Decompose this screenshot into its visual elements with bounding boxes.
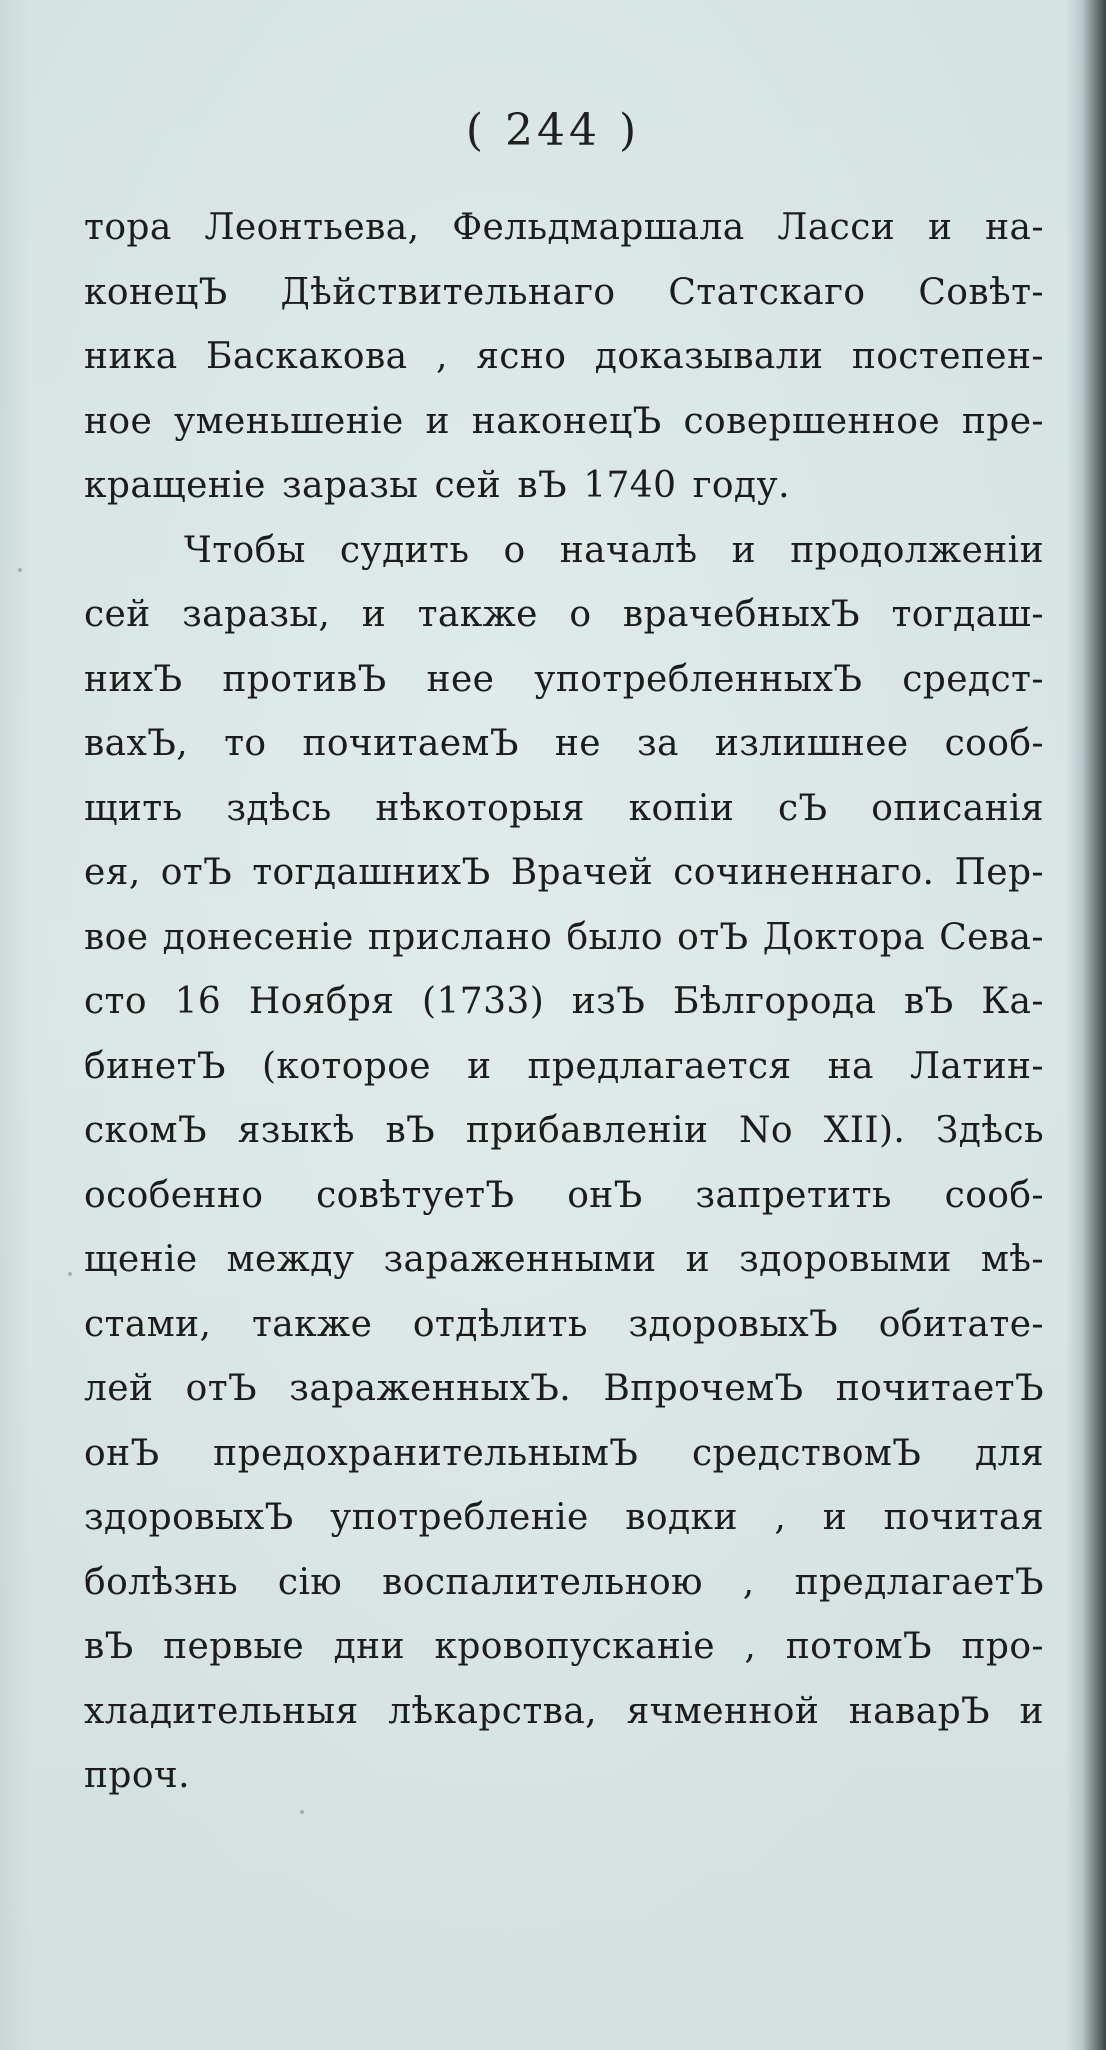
word: зараженныхЪ. (289, 1368, 572, 1409)
word: началѣ (559, 529, 698, 571)
word: запретить (695, 1174, 892, 1216)
word: почитаетЪ (835, 1368, 1044, 1409)
word: онЪ (84, 1432, 160, 1474)
text-line (84, 454, 1044, 519)
word: ника (84, 336, 178, 377)
word: и (685, 1239, 711, 1280)
word: , (435, 336, 448, 377)
paper-speck (68, 1272, 72, 1276)
word: 1740 (583, 465, 677, 506)
word: врачебныхЪ (622, 594, 860, 635)
word: вЪ (517, 465, 567, 506)
word: потомЪ (785, 1626, 933, 1667)
word: про- (961, 1626, 1044, 1667)
word: о (503, 529, 526, 571)
word: почитаемЪ (302, 723, 519, 764)
text-line (84, 1680, 1044, 1745)
word: сЪ (777, 787, 828, 829)
text-line (84, 1164, 1044, 1229)
word: судить (339, 529, 470, 571)
text-line (84, 1551, 1044, 1616)
word: донесеніе (162, 916, 354, 958)
word: и (927, 207, 953, 248)
word: излишнее (714, 723, 909, 764)
word: противЪ (222, 658, 387, 700)
word: употребленіе (330, 1497, 589, 1538)
word: заразы, (182, 594, 331, 635)
word: проч. (84, 1755, 190, 1796)
word: сто (84, 981, 147, 1022)
word: хладительныя (84, 1690, 359, 1732)
word: и (1019, 1690, 1044, 1732)
word: здоровыхЪ (84, 1497, 294, 1538)
word: совершенное (683, 400, 941, 442)
word: ясно (476, 336, 567, 377)
word: совѣтуетЪ (316, 1174, 515, 1216)
page-number: ( 244 ) (465, 105, 641, 156)
word: Баскакова (205, 336, 408, 377)
body-text (84, 196, 1044, 1809)
word: и (361, 594, 387, 635)
word: мѣ- (980, 1239, 1044, 1280)
word: средст- (902, 658, 1044, 700)
word: отЪ (677, 916, 749, 958)
word: (которое (261, 1045, 431, 1087)
word: Статскаго (668, 271, 866, 313)
word: тогдашнихЪ (252, 852, 491, 893)
word: предлагаетЪ (794, 1561, 1044, 1603)
word: уменьшеніе (174, 400, 404, 442)
page-left-shade (0, 0, 30, 2050)
word: XII). (823, 1110, 906, 1151)
word: сооб- (944, 1174, 1044, 1216)
word: изЪ (571, 981, 646, 1022)
word: водки (625, 1497, 738, 1538)
word: заразы (281, 465, 419, 506)
word: почитая (883, 1497, 1044, 1538)
word: Сева- (939, 916, 1044, 958)
word: отдѣлить (412, 1303, 588, 1345)
word: особенно (84, 1174, 264, 1216)
word: вое (84, 916, 149, 958)
word: тора (84, 207, 172, 248)
text-line (84, 712, 1044, 777)
word: Врачей (510, 852, 654, 893)
word: здоровыми (739, 1239, 952, 1280)
text-line (84, 648, 1044, 713)
word: здоровыхЪ (628, 1303, 839, 1345)
text-line (84, 906, 1044, 971)
word: (1733) (422, 981, 545, 1022)
word: сей (84, 594, 151, 635)
text-line (84, 196, 1044, 261)
word: конецЪ (84, 271, 228, 313)
word: Бѣлгорода (672, 981, 877, 1022)
word: вахЪ, (84, 723, 189, 764)
word: и (467, 1045, 492, 1087)
word: Ка- (981, 981, 1044, 1022)
word: нее (426, 658, 495, 700)
word: сію (277, 1561, 343, 1603)
word: , (744, 1626, 757, 1667)
word: употребленныхЪ (534, 658, 863, 700)
word: продолженіи (790, 529, 1044, 571)
word: ея, (84, 852, 141, 893)
text-line (84, 261, 1044, 326)
word: пре- (961, 400, 1044, 442)
word: для (975, 1432, 1044, 1474)
word: не (554, 723, 601, 764)
word: описанія (871, 787, 1044, 829)
word: также (251, 1303, 373, 1345)
word: отЪ (160, 852, 233, 893)
word: первые (163, 1626, 305, 1667)
word: , (774, 1497, 787, 1538)
word: бинетЪ (84, 1045, 226, 1087)
word: лей (84, 1368, 154, 1409)
word: ВпрочемЪ (603, 1368, 804, 1409)
text-line (84, 1422, 1044, 1487)
word: вЪ (84, 1626, 134, 1667)
word: нихЪ (84, 658, 183, 700)
paper-speck (300, 1810, 304, 1814)
word: Фельдмаршала (452, 207, 745, 248)
word: копіи (628, 787, 735, 829)
text-line (84, 519, 1044, 584)
word: Здѣсь (935, 1110, 1044, 1151)
word: обитате- (878, 1303, 1044, 1345)
word: постепен- (851, 336, 1044, 377)
text-line (84, 1357, 1044, 1422)
text-line (84, 325, 1044, 390)
text-line (84, 777, 1044, 842)
word: наконецЪ (471, 400, 662, 442)
word: стами, (84, 1303, 212, 1345)
word: и (425, 400, 450, 442)
word: и (822, 1497, 848, 1538)
word: наварЪ (848, 1690, 991, 1732)
word: Ноября (248, 981, 395, 1022)
word: зараженными (383, 1239, 657, 1280)
page-edge-shadow (1066, 0, 1106, 2050)
word: прислано (367, 916, 553, 958)
text-line (84, 1486, 1044, 1551)
word: щеніе (84, 1239, 198, 1280)
word: прибавленіи (465, 1110, 709, 1151)
text-line (84, 1293, 1044, 1358)
word: болѣзнь (84, 1561, 238, 1603)
word: No (739, 1110, 794, 1151)
paper-speck (18, 568, 22, 572)
word: сочиненнаго. (673, 852, 935, 893)
word: кровопусканіе (434, 1626, 715, 1667)
word: Совѣт- (918, 271, 1044, 313)
word: Дѣйствительнаго (280, 271, 616, 313)
word: нѣкоторыя (375, 787, 585, 829)
word: Леонтьева, (204, 207, 420, 248)
word: Ласси (777, 207, 896, 248)
word: вЪ (904, 981, 954, 1022)
word: скомЪ (84, 1110, 207, 1151)
word: сей (434, 465, 502, 506)
text-line (84, 1615, 1044, 1680)
word: кращеніе (84, 465, 266, 506)
word: Доктора (762, 916, 926, 958)
word: , (742, 1561, 755, 1603)
text-line (84, 1744, 1044, 1809)
word: Пер- (954, 852, 1044, 893)
word: было (566, 916, 663, 958)
text-line (84, 390, 1044, 455)
text-line (84, 1035, 1044, 1100)
text-line (84, 1099, 1044, 1164)
word: также (417, 594, 538, 635)
word: на (827, 1045, 874, 1087)
word: о (569, 594, 592, 635)
word: году. (692, 465, 790, 506)
word: между (226, 1239, 355, 1280)
word: дни (333, 1626, 405, 1667)
word: предлагается (527, 1045, 792, 1087)
word: предохранительнымЪ (213, 1432, 639, 1474)
text-line (84, 583, 1044, 648)
word: ное (84, 400, 153, 442)
word: тогдаш- (891, 594, 1044, 635)
word: онЪ (567, 1174, 643, 1216)
word: то (224, 723, 267, 764)
word: на- (985, 207, 1044, 248)
word: сооб- (944, 723, 1044, 764)
text-line (84, 1228, 1044, 1293)
word: доказывали (594, 336, 824, 377)
word: за (636, 723, 679, 764)
word: вЪ (385, 1110, 436, 1151)
word: ячменной (626, 1690, 820, 1732)
word: воспалительною (382, 1561, 703, 1603)
word: Чтобы (184, 529, 306, 571)
word: лѣкарства, (388, 1690, 598, 1732)
word: и (731, 529, 757, 571)
word: языкѣ (237, 1110, 355, 1151)
word: Латин- (909, 1045, 1044, 1087)
word: щить (84, 787, 183, 829)
word: здѣсь (226, 787, 332, 829)
word: средствомЪ (692, 1432, 922, 1474)
word: 16 (174, 981, 222, 1022)
text-line (84, 841, 1044, 906)
text-line (84, 970, 1044, 1035)
word: отЪ (185, 1368, 258, 1409)
